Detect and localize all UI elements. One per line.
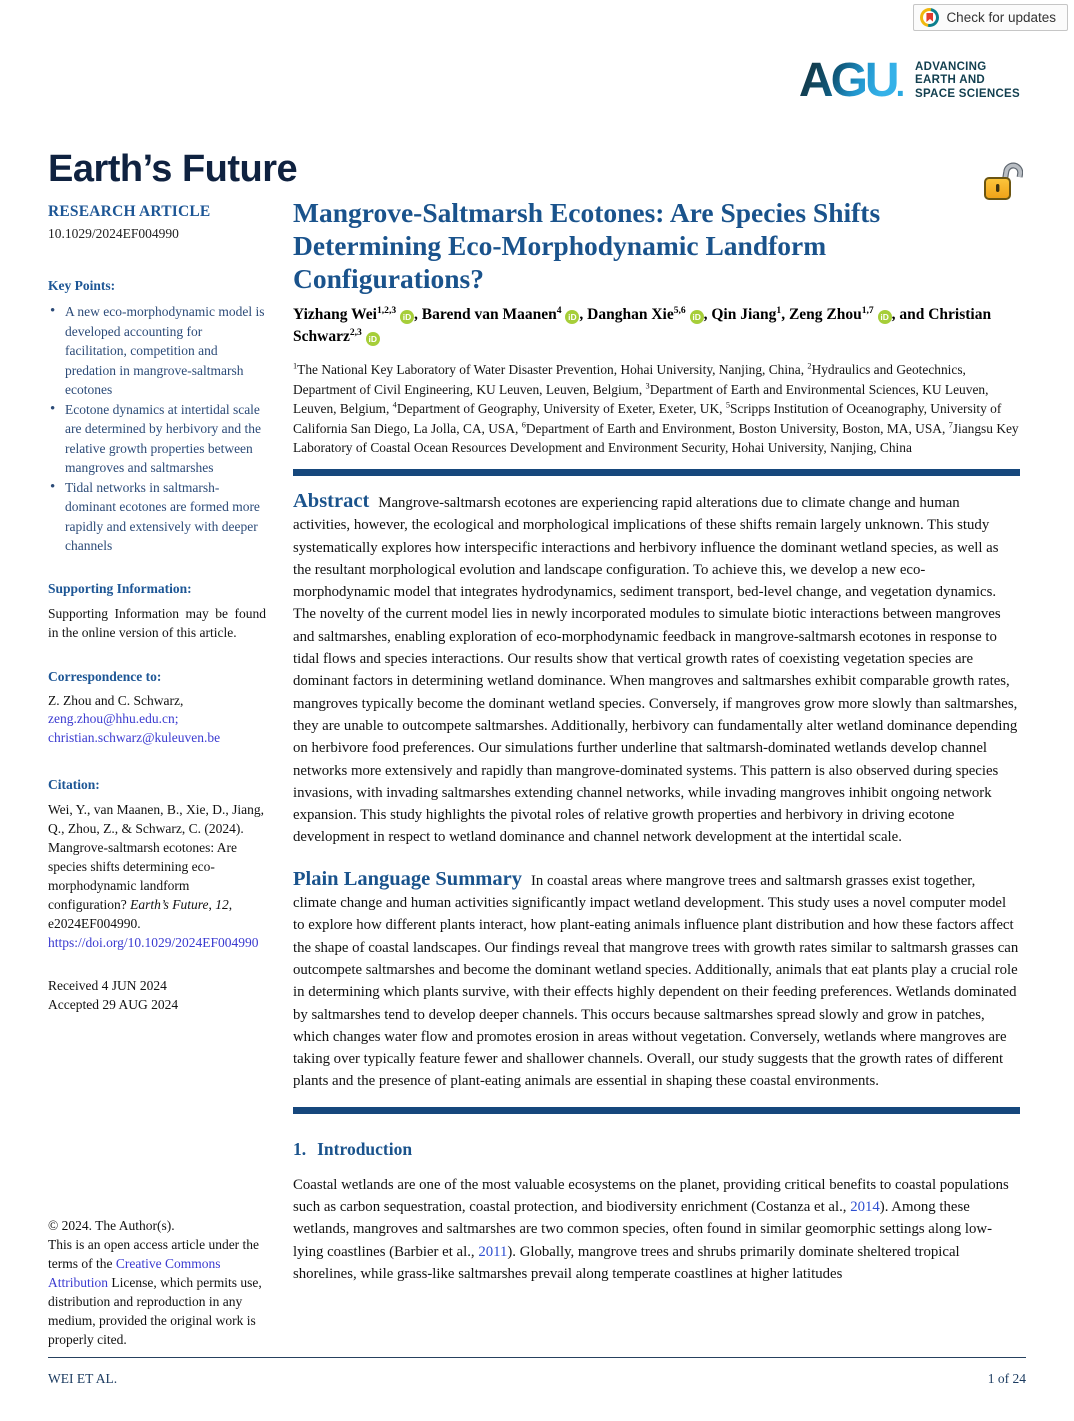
agu-logo-word: AGU. [798,54,906,107]
key-point-item: • Tidal networks in saltmarsh-dominant ecotones are formed more rapidly and extensively with deeper channels [48,478,266,556]
orcid-icon[interactable]: iD [878,310,892,324]
check-for-updates-button[interactable] [913,4,1068,31]
text-link[interactable]: Creative Commons Attribution [48,1256,221,1290]
key-points-heading: Key Points: [48,278,116,293]
correspondence-email-line [48,710,266,729]
copyright-line: © 2024. The Author(s). [48,1218,175,1233]
article-title: Mangrove-Saltmarsh Ecotones: Are Species Shifts Determining Eco-Morphodynamic Landform Configurations? [293,197,881,294]
orcid-icon[interactable]: iD [565,310,579,324]
author-name: Danghan Xie [587,306,674,323]
section-divider-bar [293,469,1020,476]
affiliations: $^1$The National Key Laboratory of Water Disaster Prevention, Hohai University, Nanjing, China, $^2$Hydraulics and Geotechnics, Department of Civil Engineering, KU Leuven, Leuven, Belgium, $^3$Department of Earth and Environmental Sciences, KU Leuven, Leuven, Belgium, $^4$Department of Geography, University of Exeter, Exeter, UK, $^5$Scripps Institution of Oceanography, University of California San Diego, La Jolla, CA, USA, $^6$Department of Earth and Environment, Boston University, Boston, MA, USA, $^7$Jiangsu Key Laboratory of Coastal Ocean Resources Development and Environment Security, Hohai University, Nanjing, China [293,361,1019,456]
copyright-block [48,1216,266,1349]
correspondence-email-line [48,729,266,748]
accepted-date: Accepted 29 AUG 2024 [48,997,179,1012]
author-name: Barend van Maanen [421,306,557,323]
text-link[interactable]: 2011 [478,1243,508,1260]
article-dates [48,976,266,1014]
article-type: RESEARCH ARTICLE [48,203,211,220]
supporting-information-text: Supporting Information may be found in the online version of this article. [48,605,266,640]
text-link[interactable]: https://doi.org/10.1029/2024EF004990 [48,935,259,950]
key-points-list [48,302,266,556]
email-link-zhou[interactable]: zeng.zhou@hhu.edu.cn; [48,711,179,726]
plain-language-summary-text: In coastal areas where mangrove trees and saltmarsh grasses exist together, climate change and human activities significantly impact wetland development. This study uses a novel computer model to explore how different plants interact, how plant-eating animals influence plant distribution and how these factors affect the shape of coastal landscapes. Our findings reveal that mangrove trees with growth rates similar to saltmarsh grasses can outcompete saltmarshes and become the dominant wetland species. Additionally, animals that eat plants play a crucial role in determining which plants survive, with their effects highly dependent on their feeding preferences. Wetlands dominated by saltmarshes tend to develop deeper channels. This occurs because saltmarshes spread slowly and grow in patches, which changes water flow and promotes erosion in areas without vegetation. Conversely, wetlands where mangroves are taking over typically feature fewer and shallower channels. Overall, our study suggests that the growth rates of different plants and the presence of plant-eating animals are essential in shaping these coastal environments. [293,872,1019,1090]
author-name: Zeng Zhou [788,306,862,323]
author-name: Qin Jiang [711,306,777,323]
email-link-schwarz[interactable]: christian.schwarz@kuleuven.be [48,729,221,745]
journal-title: Earth’s Future [48,148,298,190]
orcid-icon[interactable]: iD [400,310,414,324]
section-title: Introduction [317,1138,413,1159]
abstract-paragraph [293,490,1020,849]
correspondence-names: Z. Zhou and C. Schwarz, [48,692,184,708]
orcid-icon[interactable]: iD [366,332,380,346]
author-name: Yizhang Wei [293,306,377,323]
introduction-heading [293,1139,1020,1160]
article-content [293,196,1020,1285]
orcid-icon[interactable]: iD [690,310,704,324]
key-point-item: • Ecotone dynamics at intertidal scale are determined by herbivory and the relative growth properties between mangroves and saltmarshes [48,400,266,478]
footer-page-number: 1 of 24 [987,1371,1026,1386]
section-divider-bar [293,1107,1020,1114]
citation-heading: Citation: [48,777,100,792]
supporting-information-heading: Supporting Information: [48,580,192,596]
agu-tagline: ADVANCING EARTH AND SPACE SCIENCES [915,60,1020,100]
author-name: Christian Schwarz [293,306,992,345]
abstract-heading: Abstract [293,489,370,512]
plain-language-summary-paragraph [293,868,1020,1093]
section-number: 1. [293,1138,307,1159]
author-list: Yizhang Wei$^{1,2,3}$ iD , Barend van Maanen$^4$ iD , Danghan Xie$^{5,6}$ iD , Qin Jiang$^1$, Zeng Zhou$^{1,7}$ iD , and Christian Schwarz$^{2,3}$ iD [293,304,992,345]
footer-authors: WEI ET AL. [48,1371,118,1386]
correspondence-heading: Correspondence to: [48,668,162,684]
introduction-paragraph: Coastal wetlands are one of the most valuable ecosystems on the planet, providing critical benefits to coastal populations such as carbon sequestration, coastal protection, and biodiversity enrichment (Costanza et al., 2014). Among these wetlands, mangroves and saltmarshes are two common species, often found in similar geomorphic settings along low-lying coastlines (Barbier et al., 2011). Globally, mangrove trees and shrubs primarily dominate sheltered tropical shorelines, while grass-like saltmarshes prevail along temperate coastlines at higher latitudes [293,1176,1009,1282]
license-text: This is an open access article under the terms of the Creative Commons Attribution License, which permits use, distribution and reproduction in any medium, provided the original work is properly cited. [48,1237,262,1347]
page-footer [48,1357,1026,1387]
abstract-text: Mangrove-saltmarsh ecotones are experiencing rapid alterations due to climate change and human activities, however, the ecological and morphological implications of these shifts remain largely unknown. This study systematically explores how interspecific interactions and herbivory influence the dominant wetland species, as well as the resultant morphological evolution and landscape configuration. To achieve this, we develop a new eco-morphodynamic model that integrates hydrodynamics, sediment transport, bed-level change, and vegetation dynamics. The novelty of the current model lies in newly incorporated modules to simulate biotic interactions between mangroves and saltmarshes, enabling exploration of eco-morphodynamic feedback in mangrove-saltmarsh ecotones in response to tidal flows and species interactions. Our results show that vertical growth rates of coexisting vegetation species are dominant factors in determining wetland dominance. When mangroves and saltmarshes exhibit comparable growth rates, mangroves typically become the dominant wetland species. Conversely, if mangroves grow more slowly than saltmarshes, they are unable to outcompete saltmarshes. Additionally, herbivory can fundamentally alter wetland dominance depending on herbivore food preferences. Our simulations further underline that saltmarsh-dominated wetlands develop channel networks more extensively and rapidly than mangrove-dominated systems. This pattern is also observed during species invasions, with invading saltmarshes extending channel networks, while invading mangroves inhibit ongoing network expansion. This study highlights the pivotal roles of relative growth properties and herbivory in driving ecotone development in respect to wetland dominance and channel network development at the intertidal scale. [293,494,1018,846]
plain-language-summary-heading: Plain Language Summary [293,867,522,890]
check-for-updates-label: Check for updates [946,10,1056,25]
article-doi: 10.1029/2024EF004990 [48,226,179,241]
citation-text: Wei, Y., van Maanen, B., Xie, D., Jiang, Q., Zhou, Z., & Schwarz, C. (2024). Mangrove-saltmarsh ecotones: Are species shifts determining eco-morphodynamic landform configuration? Earth’s Future, 12, e2024EF004990. https://doi.org/10.1029/2024EF004990 [48,802,264,950]
key-point-item: • A new eco-morphodynamic model is developed accounting for facilitation, competition and predation in mangrove-saltmarsh ecotones [48,302,266,400]
received-date: Received 4 JUN 2024 [48,978,167,993]
text-link[interactable]: 2014 [850,1198,880,1215]
agu-logo [798,54,1020,107]
crossmark-icon [920,8,939,27]
sidebar [48,203,266,1014]
